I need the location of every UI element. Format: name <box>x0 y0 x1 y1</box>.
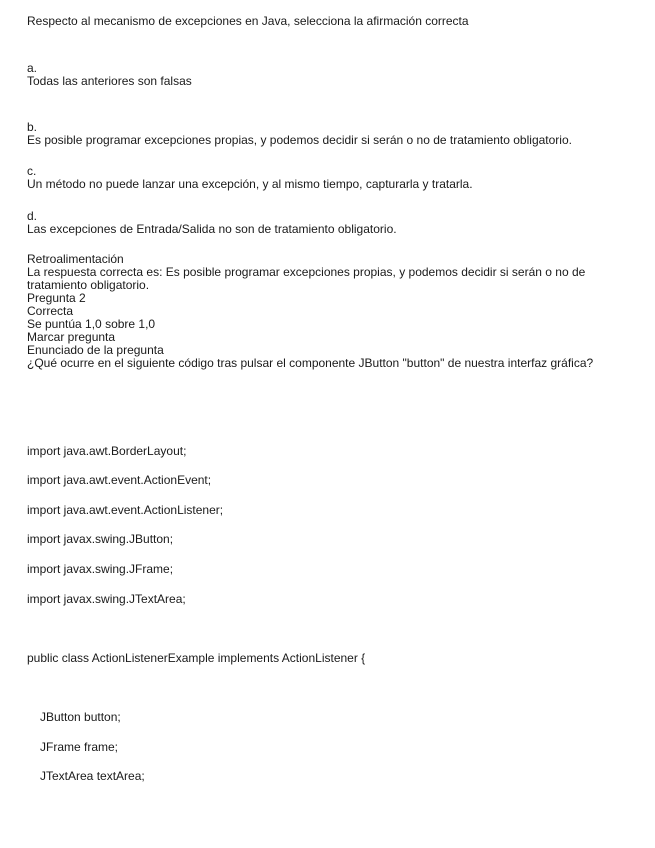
question2-score: Se puntúa 1,0 sobre 1,0 <box>27 317 156 331</box>
option-c-letter: c. <box>27 164 37 178</box>
option-a-text: Todas las anteriores son falsas <box>27 74 192 88</box>
option-b-letter: b. <box>27 120 38 134</box>
option-a-letter: a. <box>27 61 38 75</box>
question1-prompt: Respecto al mecanismo de excepciones en Java, selecciona la afirmación correcta <box>27 14 469 28</box>
code-import-line: import java.awt.BorderLayout; <box>27 444 187 458</box>
code-import-line: import javax.swing.JTextArea; <box>27 592 186 606</box>
flag-question-link[interactable]: Marcar pregunta <box>27 330 116 344</box>
feedback-block <box>27 253 627 370</box>
code-class-declaration: public class ActionListenerExample implements ActionListener { <box>27 651 366 665</box>
statement-heading: Enunciado de la pregunta <box>27 343 164 357</box>
option-c[interactable] <box>27 165 473 191</box>
code-import-line: import javax.swing.JFrame; <box>27 562 174 576</box>
feedback-text: La respuesta correcta es: Es posible programar excepciones propias, y podemos decidir si serán o no de tratamiento obligatorio. <box>27 265 589 292</box>
code-field-line: JFrame frame; <box>40 740 119 754</box>
option-d-text: Las excepciones de Entrada/Salida no son de tratamiento obligatorio. <box>27 222 397 236</box>
question2-number: Pregunta 2 <box>27 291 86 305</box>
code-import-line: import java.awt.event.ActionEvent; <box>27 473 212 487</box>
code-import-line: import java.awt.event.ActionListener; <box>27 503 224 517</box>
option-b-text: Es posible programar excepciones propias, y podemos decidir si serán o no de tratamiento obligatorio. <box>27 133 572 147</box>
option-d[interactable] <box>27 210 397 236</box>
question2-status: Correcta <box>27 304 74 318</box>
option-c-text: Un método no puede lanzar una excepción, y al mismo tiempo, capturarla y tratarla. <box>27 177 473 191</box>
code-import-line: import javax.swing.JButton; <box>27 532 174 546</box>
option-d-letter: d. <box>27 209 38 223</box>
option-b[interactable] <box>27 121 572 147</box>
option-a[interactable] <box>27 62 192 88</box>
code-field-line: JTextArea textArea; <box>40 769 145 783</box>
code-field-line: JButton button; <box>40 710 121 724</box>
feedback-heading: Retroalimentación <box>27 252 124 266</box>
question2-prompt: ¿Qué ocurre en el siguiente código tras pulsar el componente JButton "button" de nuestra interfaz gráfica? <box>27 356 594 370</box>
